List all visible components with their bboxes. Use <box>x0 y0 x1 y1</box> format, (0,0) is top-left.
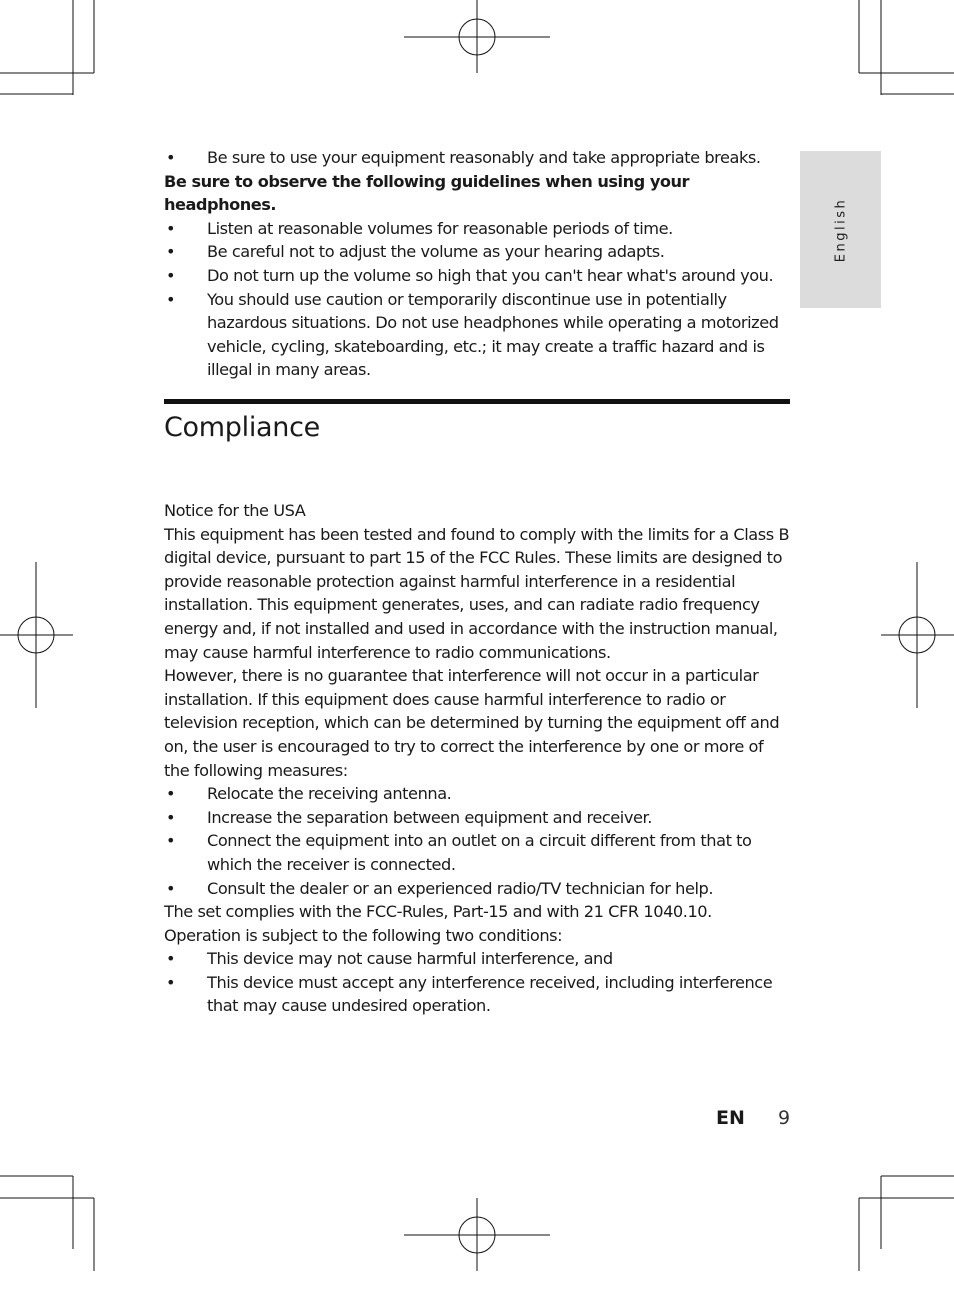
cfr-paragraph: The set complies with the FCC-Rules, Part-15 and with 21 CFR 1040.10. <box>164 902 712 922</box>
list-item: • Do not turn up the volume so high that you can't hear what's around you. <box>164 264 790 288</box>
list-item: • Connect the equipment into an outlet on a circuit different from that to which the receiver is connected. <box>164 829 790 876</box>
list-item: • Be sure to use your equipment reasonably and take appropriate breaks. <box>164 146 790 170</box>
list-item: • Listen at reasonable volumes for reasonable periods of time. <box>164 217 790 241</box>
notice-heading: Notice for the USA <box>164 501 306 520</box>
compliance-body <box>164 499 790 1018</box>
list-item: • This device must accept any interference received, including interference that may cause undesired operation. <box>164 971 790 1018</box>
measures-list <box>164 782 790 900</box>
language-tab <box>800 151 881 308</box>
language-tab-label: English <box>833 197 848 262</box>
footer-language-code: EN <box>716 1107 745 1129</box>
list-item: • This device may not cause harmful interference, and <box>164 947 790 971</box>
headphone-guidelines-list <box>164 217 790 382</box>
conditions-intro: Operation is subject to the following two conditions: <box>164 925 563 945</box>
breaks-list <box>164 146 790 170</box>
headphone-guidelines-heading: Be sure to observe the following guidelines when using your headphones. <box>164 171 690 215</box>
list-item: • Consult the dealer or an experienced radio/TV technician for help. <box>164 877 790 901</box>
interference-paragraph: However, there is no guarantee that interference will not occur in a particular installation. If this equipment does cause harmful interference to radio or television reception, which can be determined by turning the equipment off and on, the user is encouraged to try to correct the interference by one or more of the following measures: <box>164 666 780 780</box>
list-item: • Relocate the receiving antenna. <box>164 782 790 806</box>
list-item: • Be careful not to adjust the volume as your hearing adapts. <box>164 240 790 264</box>
section-title: Compliance <box>164 412 320 443</box>
fcc-paragraph: This equipment has been tested and found to comply with the limits for a Class B digital device, pursuant to part 15 of the FCC Rules. These limits are designed to provide reasonable protection against harmful interference in a residential installation. This equipment generates, uses, and can radiate radio frequency energy and, if not installed and used in accordance with the instruction manual, may cause harmful interference to radio communications. <box>164 524 790 662</box>
page-number: 9 <box>778 1107 791 1129</box>
conditions-list <box>164 947 790 1018</box>
list-item: • You should use caution or temporarily discontinue use in potentially hazardous situations. Do not use headphones while operating a motorized vehicle, cycling, skateboarding, etc.; it may create a traffic hazard and is illegal in many areas. <box>164 288 790 382</box>
section-divider <box>164 399 790 404</box>
safety-guidelines <box>164 146 790 382</box>
list-item: • Increase the separation between equipment and receiver. <box>164 806 790 830</box>
